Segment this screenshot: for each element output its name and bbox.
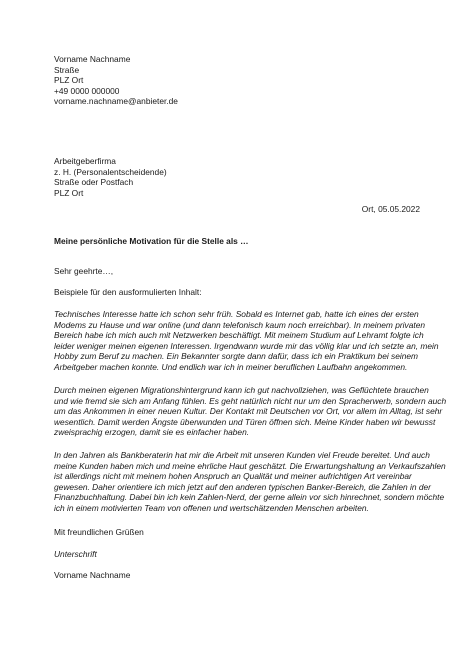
paragraph-line: gewesen. Daher orientiere ich mich jetzt auf den anderen typischen Banker-Bereich, die Zahlen in der bbox=[54, 481, 431, 492]
paragraph-line: Modems zu Hause und war online (und dann telefonisch kaum noch erreichbar). In meinem privaten bbox=[54, 319, 426, 330]
paragraph-line: ist allerdings nicht mit meinem hohen Anspruch an Qualität und meiner aufrichtigen Art vereinbar bbox=[54, 471, 412, 482]
paragraph-line: wesentlich. Damit werden Ängste überwunden und Türen öffnen sich. Meine Kinder haben wir bewusst bbox=[54, 416, 436, 427]
paragraph-line: Finanzbuchhaltung. Dabei bin ich kein Zahlen-Nerd, der gerne allein vor sich hinrechnet, sondern möchte bbox=[54, 492, 445, 503]
paragraph-line: Arbeitgeber machen konnte. Und endlich war ich in meiner beruflichen Laufbahn angekommen. bbox=[54, 361, 408, 372]
paragraph-line: und wie fremd sie sich am Anfang fühlen. Es geht natürlich nicht nur um den Spracherwerb, sondern auch bbox=[54, 395, 447, 406]
sender-email: vorname.nachname@anbieter.de bbox=[54, 96, 178, 107]
paragraph-line: zweisprachig erzogen, damit sie es einfacher haben. bbox=[54, 427, 250, 438]
paragraph-line: Technisches Interesse hatte ich schon sehr früh. Sobald es Internet gab, hatte ich eines der ersten bbox=[54, 309, 419, 319]
sender-city: PLZ Ort bbox=[54, 75, 84, 86]
paragraph-line: leider weniger meinen eigenen Interessen. Irgendwann wurde mir das völlig klar und ich setzte an, mein bbox=[54, 340, 439, 351]
recipient-attention: z. H. (Personalentscheidende) bbox=[54, 166, 167, 177]
paragraph-line: Bereich habe ich mich auch mit Netzwerken beschäftigt. Mit meinem Studium auf Lehramt folgte ich bbox=[54, 330, 424, 341]
paragraph-line: meine Kunden haben mich und meine ehrliche Haut geschätzt. Die Erwartungshaltung an Verkaufszahlen bbox=[54, 460, 446, 471]
paragraph-line: ich in einem motivierten Team von offenen und wertschätzenden Menschen arbeiten. bbox=[54, 502, 369, 513]
signature-name: Vorname Nachname bbox=[54, 570, 131, 580]
paragraph-line: um das Ankommen in einer neuen Kultur. Der Kontakt mit Deutschen vor Ort, vor allem im Alltag, ist sehr bbox=[54, 406, 443, 417]
sender-address bbox=[54, 54, 178, 107]
recipient-city: PLZ Ort bbox=[54, 187, 84, 198]
paragraph-3 bbox=[54, 450, 446, 514]
closing: Mit freundlichen Grüßen bbox=[54, 527, 144, 537]
paragraph-line: Durch meinen eigenen Migrationshintergrund kann ich gut nachvollziehen, was Geflüchtete brauchen bbox=[54, 385, 429, 395]
signature: Unterschrift bbox=[54, 549, 97, 559]
paragraph-1 bbox=[54, 309, 439, 373]
sender-phone: +49 0000 000000 bbox=[54, 85, 120, 96]
sender-name: Vorname Nachname bbox=[54, 54, 131, 64]
paragraph-line: In den Jahren als Bankberaterin hat mir die Arbeit mit unseren Kunden viel Freude bereitet. Und auch bbox=[54, 450, 430, 460]
recipient-street: Straße oder Postfach bbox=[54, 177, 134, 188]
recipient-company: Arbeitgeberfirma bbox=[54, 156, 116, 166]
subject-line: Meine persönliche Motivation für die Stelle als … bbox=[54, 236, 249, 246]
salutation: Sehr geehrte…, bbox=[54, 266, 114, 276]
sender-street: Straße bbox=[54, 64, 80, 75]
paragraph-2 bbox=[54, 385, 446, 438]
paragraph-line: Hobby zum Beruf zu machen. Ein Bekannter sorgte dann dafür, dass ich ein Praktikum bei seinem bbox=[54, 351, 419, 362]
recipient-address bbox=[54, 156, 167, 198]
letter-date: Ort, 05.05.2022 bbox=[361, 204, 420, 214]
intro-text: Beispiele für den ausformulierten Inhalt: bbox=[54, 287, 202, 297]
